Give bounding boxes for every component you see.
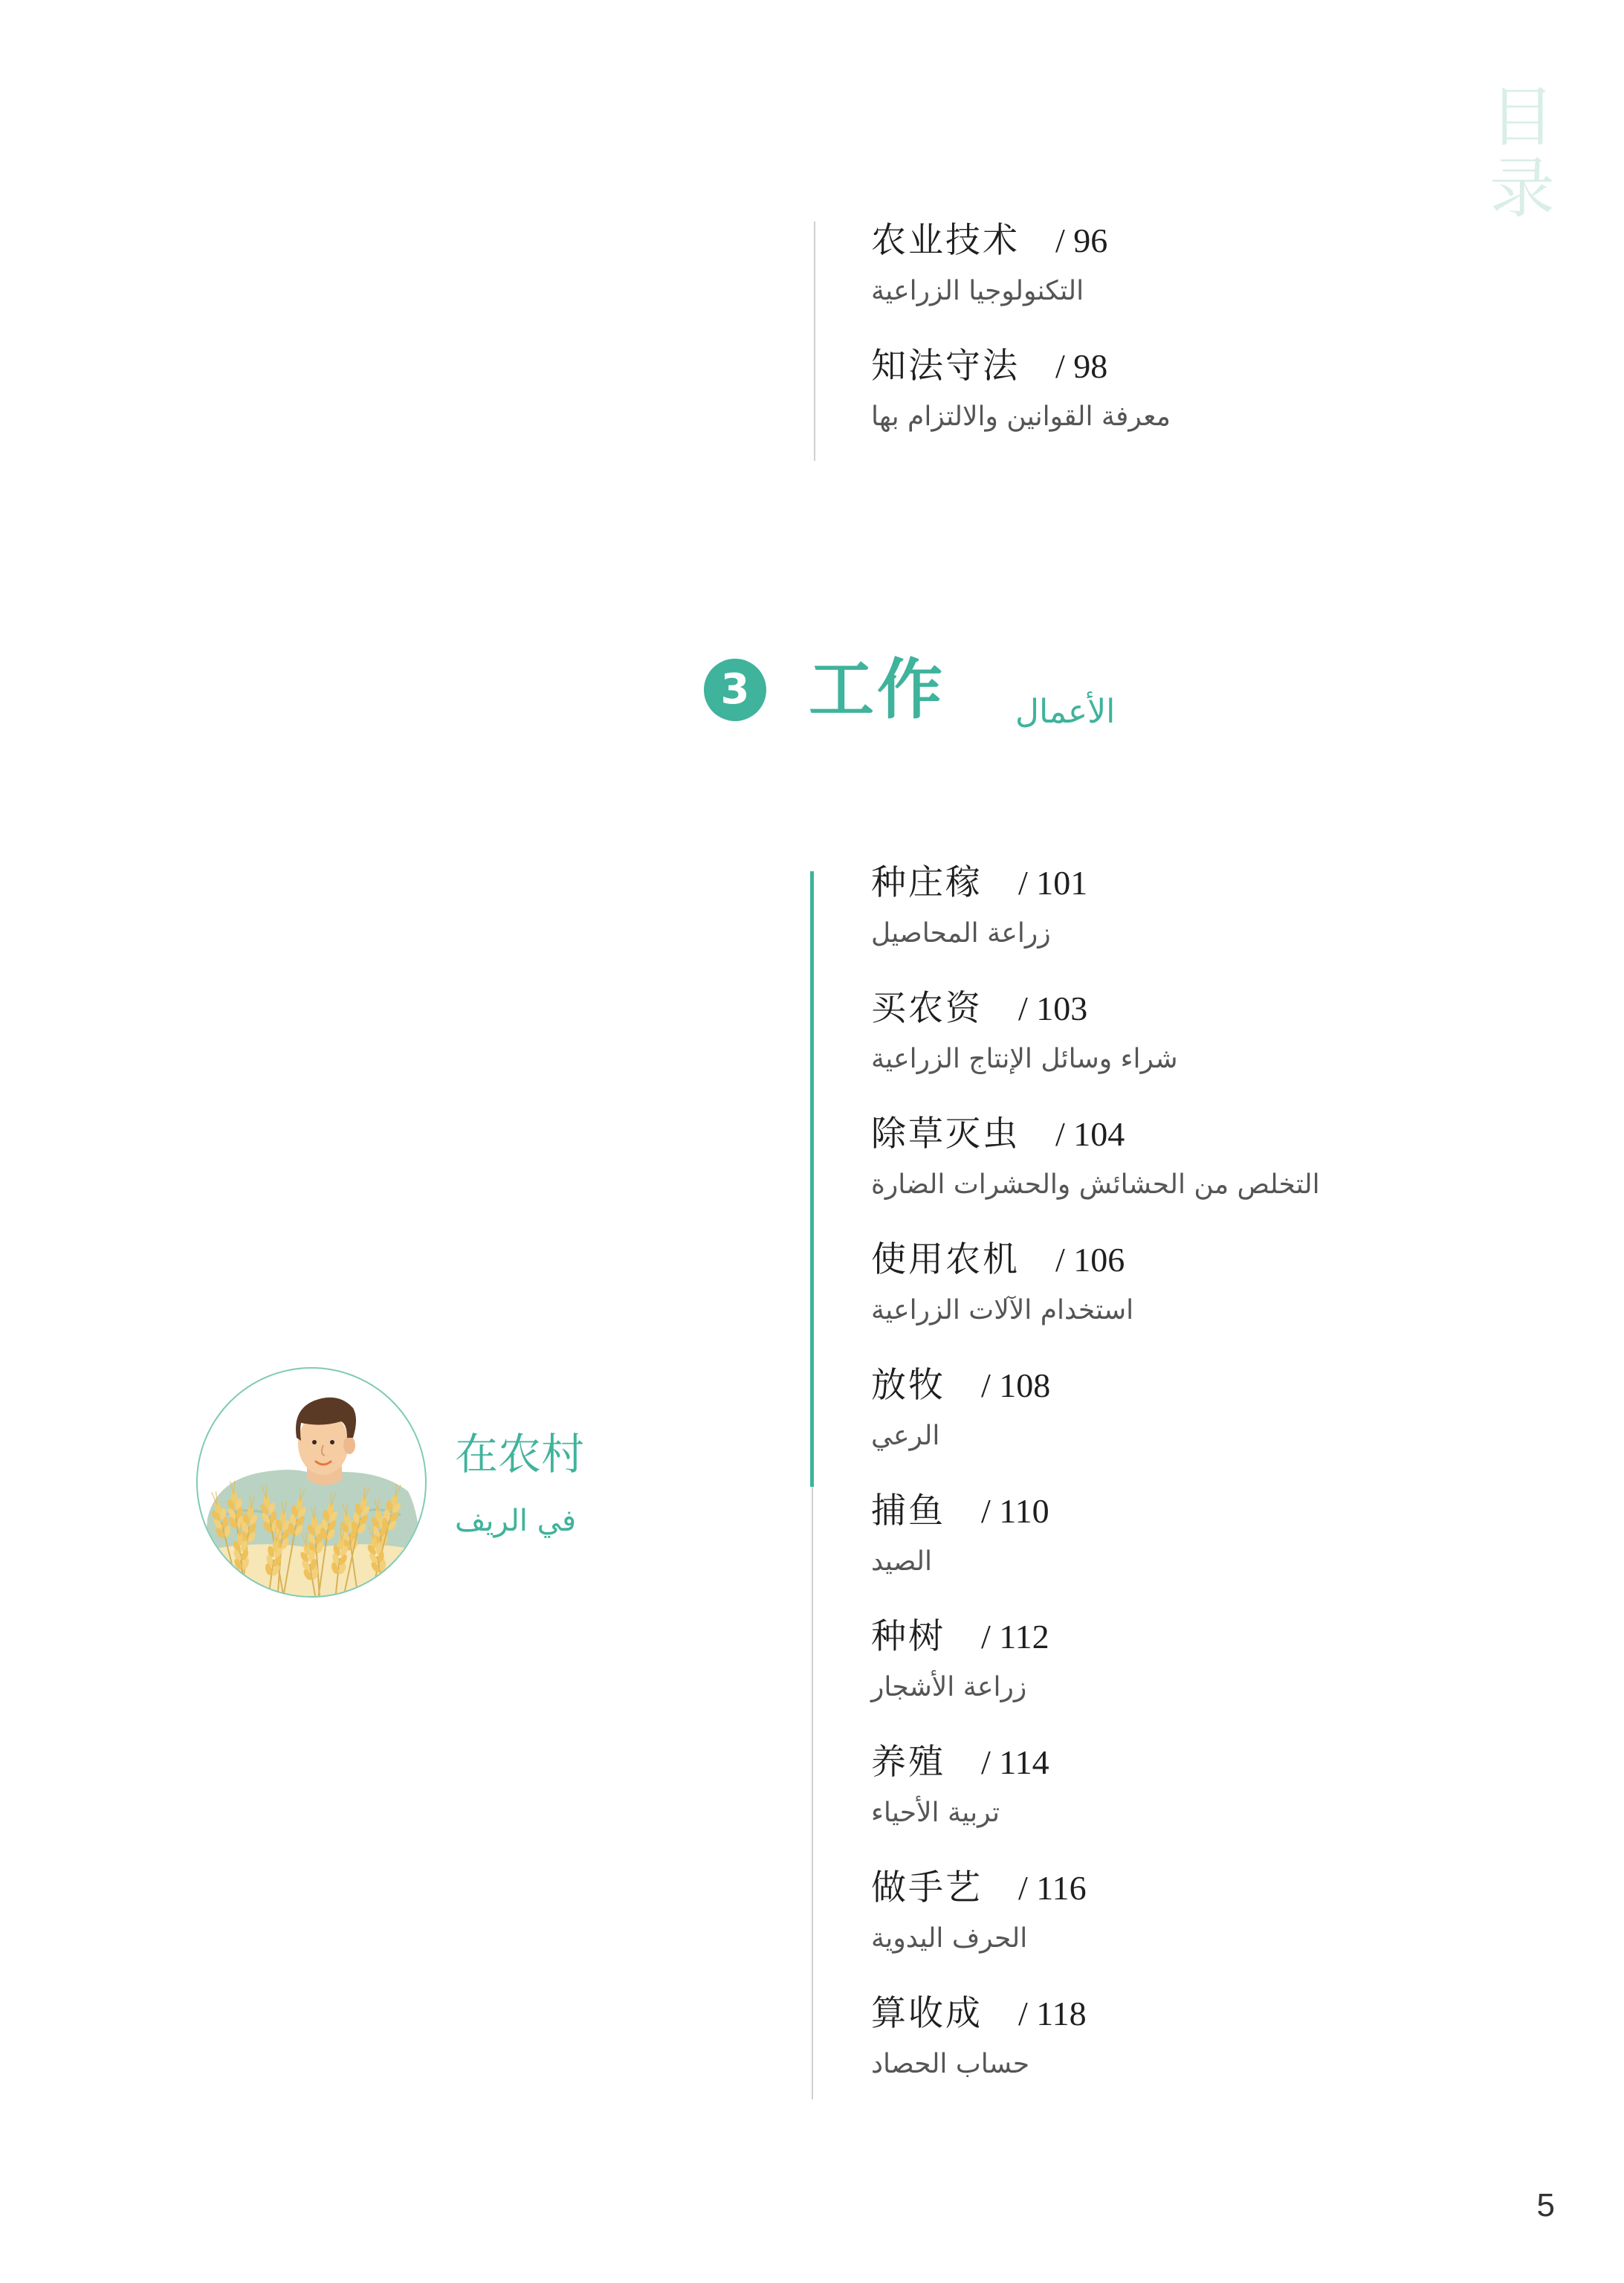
toc-entry-subtitle-row — [871, 911, 1320, 956]
toc-entry-title-row — [871, 861, 1320, 905]
toc-entry-page: / 116 — [1018, 1869, 1087, 1907]
toc-rule — [812, 1487, 813, 2099]
toc-entry-page: / 106 — [1055, 1241, 1125, 1279]
toc-entry — [871, 1740, 1320, 1866]
toc-entry-title-row — [871, 1992, 1320, 2036]
toc-entry-title-ar: حساب الحصاد — [871, 2049, 1030, 2079]
farmer-illustration — [195, 1366, 427, 1598]
toc-entry-title-zh: 做手艺 — [871, 1867, 983, 1908]
toc-entry-title-row — [871, 1615, 1320, 1659]
chapter-title-zh: 在农村 — [455, 1429, 585, 1479]
toc-entry-title-zh: 种树 — [871, 1616, 945, 1657]
toc-entry-title-zh: 知法守法 — [871, 346, 1020, 387]
toc-entry-title-ar: زراعة المحاصيل — [871, 918, 1051, 949]
toc-entry-subtitle-row — [871, 1414, 1320, 1459]
toc-entry-title-zh: 算收成 — [871, 1993, 983, 2034]
toc-entry-title-row — [871, 219, 1171, 263]
toc-entry-title-zh: 买农资 — [871, 988, 983, 1029]
toc-entry — [871, 1112, 1320, 1238]
toc-entry-page: / 103 — [1018, 989, 1088, 1027]
toc-entry — [871, 986, 1320, 1112]
toc-entry-title-row — [871, 1112, 1320, 1157]
toc-entry-title-ar: التكنولوجيا الزراعية — [871, 276, 1084, 306]
toc-entry-page: / 118 — [1018, 1995, 1087, 2032]
toc-entry-title-row — [871, 1363, 1320, 1408]
toc-entry-subtitle-row — [871, 1037, 1320, 1082]
toc-entry-title-ar: شراء وسائل الإنتاج الزراعية — [871, 1044, 1178, 1074]
toc-entry-page: / 108 — [981, 1366, 1051, 1404]
toc-entry — [871, 1363, 1320, 1489]
toc-entry-title-ar: التخلص من الحشائش والحشرات الضارة — [871, 1169, 1320, 1200]
corner-title: 目录 — [1489, 79, 1555, 227]
page-number: 5 — [1536, 2187, 1555, 2224]
toc-entry — [871, 1992, 1320, 2117]
toc-entry — [871, 861, 1320, 986]
toc-rule-previous — [814, 222, 815, 461]
toc-list-previous — [871, 219, 1171, 470]
toc-entry-title-zh: 养殖 — [871, 1742, 945, 1783]
toc-entry-title-zh: 放牧 — [871, 1365, 945, 1406]
toc-entry-subtitle-row — [871, 395, 1171, 439]
toc-entry-title-row — [871, 1238, 1320, 1282]
avatar — [195, 1366, 427, 1598]
toc-entry-title-ar: تربية الأحياء — [871, 1798, 1000, 1828]
toc-entry-title-ar: استخدام الآلات الزراعية — [871, 1295, 1134, 1325]
toc-entry-subtitle-row — [871, 1163, 1320, 1207]
chapter-title-ar: في الريف — [455, 1504, 577, 1538]
toc-entry-page: / 110 — [981, 1492, 1049, 1530]
toc-entry-subtitle-row — [871, 1540, 1320, 1584]
toc-rule-accent — [810, 871, 814, 1487]
toc-entry-title-zh: 使用农机 — [871, 1239, 1020, 1280]
toc-entry-title-row — [871, 1740, 1320, 1785]
toc-entry-title-ar: الرعي — [871, 1421, 940, 1451]
toc-entry-title-row — [871, 986, 1320, 1031]
toc-entry-title-zh: 农业技术 — [871, 220, 1020, 261]
toc-entry-title-ar: معرفة القوانين والالتزام بها — [871, 401, 1171, 432]
toc-entry-subtitle-row — [871, 1665, 1320, 1710]
toc-entry-title-ar: الحرف اليدوية — [871, 1923, 1028, 1954]
toc-entry — [871, 1238, 1320, 1363]
toc-entry-subtitle-row — [871, 2042, 1320, 2087]
toc-entry — [871, 344, 1171, 470]
toc-entry-title-ar: زراعة الأشجار — [871, 1672, 1027, 1702]
toc-entry — [871, 219, 1171, 344]
section-title-zh: 工作 — [809, 651, 946, 728]
toc-entry — [871, 1615, 1320, 1740]
toc-entry — [871, 1489, 1320, 1615]
toc-entry-subtitle-row — [871, 269, 1171, 314]
toc-entry-subtitle-row — [871, 1791, 1320, 1835]
toc-entry-page: / 101 — [1018, 864, 1088, 902]
toc-entry-title-ar: الصيد — [871, 1546, 932, 1577]
toc-entry-title-zh: 除草灭虫 — [871, 1114, 1020, 1155]
toc-entry-title-zh: 捕鱼 — [871, 1491, 945, 1531]
toc-entry-page: / 96 — [1055, 222, 1108, 259]
toc-entry-page: / 112 — [981, 1618, 1049, 1656]
toc-entry — [871, 1866, 1320, 1992]
toc-entry-page: / 114 — [981, 1743, 1049, 1781]
section-number-badge: 3 — [704, 659, 766, 721]
toc-list — [871, 861, 1320, 2117]
toc-entry-title-row — [871, 344, 1171, 389]
toc-entry-subtitle-row — [871, 1288, 1320, 1333]
toc-entry-title-row — [871, 1866, 1320, 1911]
toc-entry-subtitle-row — [871, 1917, 1320, 1961]
section-title-ar: الأعمال — [1015, 693, 1116, 731]
toc-entry-title-zh: 种庄稼 — [871, 862, 983, 903]
toc-entry-page: / 104 — [1055, 1115, 1125, 1153]
toc-entry-page: / 98 — [1055, 347, 1108, 385]
toc-entry-title-row — [871, 1489, 1320, 1534]
